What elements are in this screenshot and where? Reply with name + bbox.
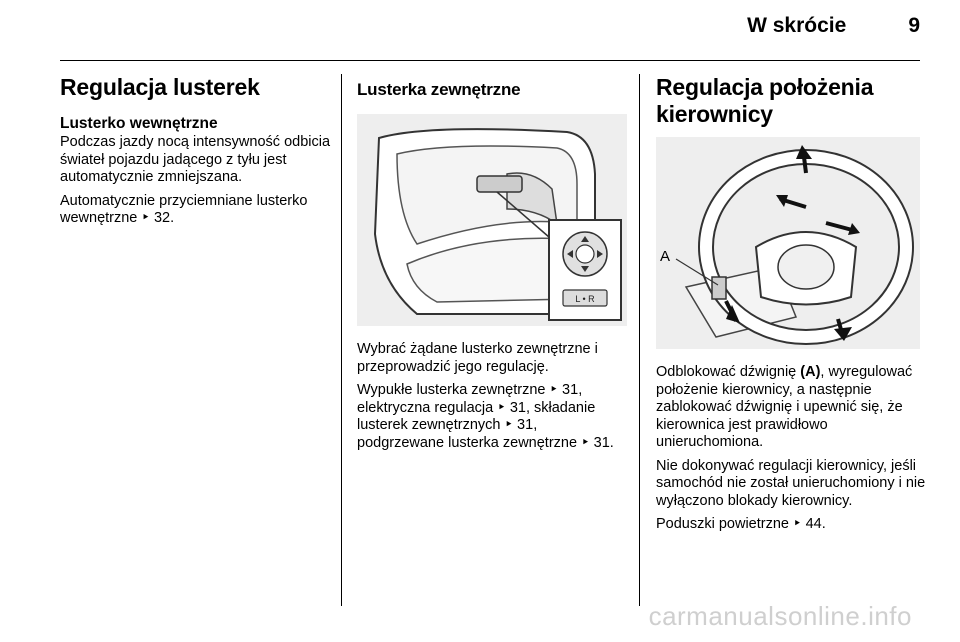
column-mirror-adjustment bbox=[60, 74, 330, 234]
column-divider-1 bbox=[341, 74, 342, 606]
steering-wheel-adjustment-illustration bbox=[656, 137, 920, 349]
column-steering-wheel-adjustment bbox=[656, 74, 926, 540]
paragraph-auto-dimming: Automatycznie przyciemniane lusterko wewnętrzne ‣ 32. bbox=[60, 192, 308, 226]
subheading-interior-mirror: Lusterko wewnętrzne bbox=[60, 115, 218, 132]
lever-label-a: A bbox=[660, 248, 671, 265]
section-title: W skrócie bbox=[747, 14, 847, 37]
paragraph-interior-mirror: Podczas jazdy nocą intensywność odbicia świateł pojazdu jadącego z tyłu jest automatycznie zmniejszana. bbox=[60, 134, 331, 185]
section-heading: Lusterka zewnętrzne bbox=[357, 80, 521, 99]
page-number: 9 bbox=[908, 14, 920, 37]
paragraph-mirror-references: Wypukłe lusterka zewnętrzne ‣ 31, elektryczna regulacja ‣ 31, składanie lusterek zewnętrznych ‣ 31, podgrzewane lusterka zewnętrzne ‣ 31. bbox=[357, 382, 614, 451]
paragraph-select-mirror: Wybrać żądane lusterko zewnętrzne i przeprowadzić jego regulację. bbox=[357, 341, 598, 375]
section-heading: Regulacja lusterek bbox=[60, 74, 260, 100]
header-rule bbox=[60, 60, 920, 61]
section-heading: Regulacja położenia kierownicy bbox=[656, 74, 874, 127]
column-exterior-mirrors bbox=[357, 74, 627, 458]
column-divider-2 bbox=[639, 74, 640, 606]
paragraph-airbags-reference: Poduszki powietrzne ‣ 44. bbox=[656, 516, 826, 532]
watermark: carmanualsonline.info bbox=[648, 601, 912, 631]
page-header bbox=[747, 14, 920, 38]
paragraph-unlock-lever: Odblokować dźwignię (A), wyregulować położenie kierownicy, a następnie zablokować dźwignię i upewnić się, że kierownica jest prawidłowo unieruchomiona. bbox=[656, 364, 913, 450]
mirror-selector-label: L • R bbox=[575, 294, 595, 304]
door-mirror-switch-illustration bbox=[357, 114, 627, 326]
paragraph-warning: Nie dokonywać regulacji kierownicy, jeśli samochód nie został unieruchomiony i nie wyłączono blokady kierownicy. bbox=[656, 457, 926, 509]
